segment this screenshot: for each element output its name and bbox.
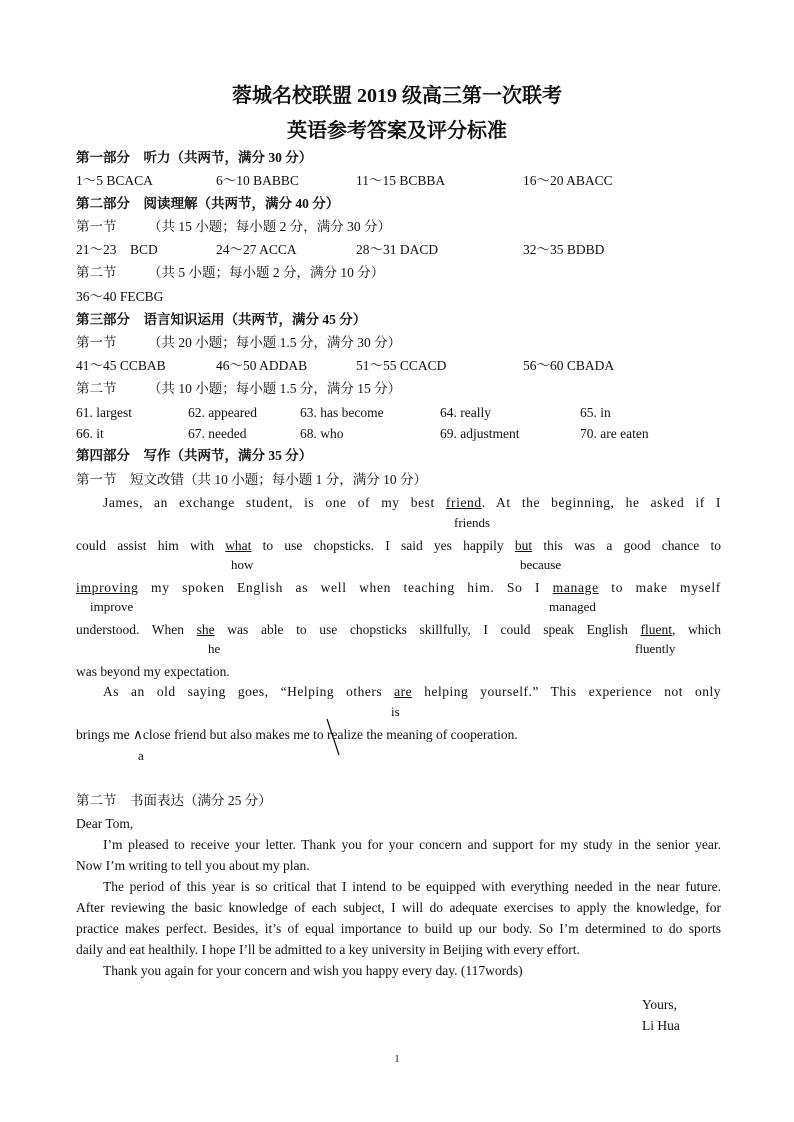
correction: he: [208, 641, 221, 656]
error-word: fluent: [640, 622, 672, 637]
correction: friends: [454, 515, 491, 530]
page-subtitle: 英语参考答案及评分标准: [287, 120, 507, 142]
letter-line: Thank you again for your concern and wish you happy every day. (117words): [103, 963, 523, 978]
letter-closing: Yours,: [642, 997, 678, 1012]
part3-sec1-info: （共 20 小题；每小题 1.5 分，满分 30 分）: [148, 335, 402, 350]
part3-answer: 67. needed: [188, 426, 247, 441]
part3-answer: 41～45 CCBAB: [76, 358, 166, 373]
part2-sec1-label: 第一节: [76, 219, 117, 234]
letter-line: After reviewing the basic knowledge of each subject, I will do adequate exercises to apply the knowledge, for: [76, 900, 721, 915]
page-number: 1: [394, 1054, 400, 1065]
part3-heading: 第三部分 语言知识运用（共两节，满分 45 分）: [76, 312, 367, 327]
part3-answer: 69. adjustment: [440, 426, 520, 441]
part1-answer: 16～20 ABACC: [523, 173, 613, 188]
part4-heading: 第四部分 写作（共两节，满分 35 分）: [76, 448, 313, 463]
part2-answer: 32～35 BDBD: [523, 242, 605, 257]
error-word: are: [394, 684, 413, 699]
letter-signature: Li Hua: [642, 1018, 680, 1033]
part4-sec2-heading: 第二节 书面表达（满分 25 分）: [76, 793, 272, 808]
error-word: but: [514, 538, 533, 553]
part2-heading: 第二部分 阅读理解（共两节，满分 40 分）: [76, 196, 340, 211]
part3-answer: 65. in: [580, 405, 611, 420]
part3-answer: 46～50 ADDAB: [216, 358, 308, 373]
correction: is: [391, 704, 400, 719]
passage-line: could assist him with what to use chopsticks. I said yes happily but this was a good chance to: [76, 538, 722, 553]
part1-answer: 6～10 BABBC: [216, 173, 299, 188]
part1-heading: 第一部分 听力（共两节，满分 30 分）: [76, 150, 313, 165]
part3-answer: 62. appeared: [188, 405, 257, 420]
error-word: what: [225, 538, 252, 553]
letter-line: daily and eat healthily. I hope I’ll be admitted to a key university in Beijing with every effort.: [76, 942, 580, 957]
error-word: friend: [445, 495, 482, 510]
passage-line: James, an exchange student, is one of my best friend. At the beginning, he asked if I: [103, 495, 721, 510]
correction: because: [520, 557, 562, 572]
passage-line: was beyond my expectation.: [76, 664, 230, 679]
correction: managed: [549, 599, 596, 614]
part1-answer: 11～15 BCBBA: [356, 173, 446, 188]
part3-answer: 70. are eaten: [580, 426, 649, 441]
correction: fluently: [635, 641, 676, 656]
letter-line: Now I’m writing to tell you about my plan.: [76, 858, 310, 873]
part3-answer: 61. largest: [76, 405, 132, 420]
part2-answer: 28～31 DACD: [356, 242, 439, 257]
deleted-word: to: [313, 727, 324, 742]
part2-sec2-info: （共 5 小题；每小题 2 分，满分 10 分）: [148, 265, 385, 280]
part3-sec2-label: 第二节: [76, 381, 117, 396]
error-word: improving: [76, 580, 139, 595]
passage-line: As an old saying goes, “Helping others are helping yourself.” This experience not only: [103, 684, 721, 699]
part2-answer: 21～23 BCD: [76, 242, 158, 257]
part3-answer: 64. really: [440, 405, 491, 420]
error-word: she: [196, 622, 215, 637]
error-word: manage: [552, 580, 599, 595]
correction: a: [138, 748, 144, 763]
insertion-caret: ∧: [133, 727, 143, 742]
part3-answer: 66. it: [76, 426, 104, 441]
part3-answer: 51～55 CCACD: [356, 358, 447, 373]
part2-sec1-info: （共 15 小题；每小题 2 分，满分 30 分）: [148, 219, 391, 234]
part2-answer: 24～27 ACCA: [216, 242, 297, 257]
correction: improve: [90, 599, 134, 614]
passage-line: understood. When she was able to use chopsticks skillfully, I could speak English fluent, which: [76, 622, 721, 637]
part3-sec2-info: （共 10 小题；每小题 1.5 分，满分 15 分）: [148, 381, 402, 396]
passage-line: brings me ∧close friend but also makes me to realize the meaning of cooperation.: [76, 727, 518, 742]
part1-answer: 1～5 BCACA: [76, 173, 153, 188]
passage-line: improving my spoken English as well when teaching him. So I manage to make myself: [76, 580, 721, 595]
letter-greeting: Dear Tom,: [76, 816, 134, 831]
page-title: 蓉城名校联盟 2019 级高三第一次联考: [232, 85, 562, 107]
deletion-slash: [326, 718, 340, 756]
part2-sec2-label: 第二节: [76, 265, 117, 280]
correction: how: [231, 557, 254, 572]
letter-line: The period of this year is so critical that I intend to be equipped with everything needed in the near future.: [103, 879, 721, 894]
letter-line: I’m pleased to receive your letter. Thank you for your concern and support for my study in the senior year.: [103, 837, 721, 852]
part4-sec1-heading: 第一节 短文改错（共 10 小题；每小题 1 分，满分 10 分）: [76, 472, 427, 487]
part3-answer: 63. has become: [300, 405, 384, 420]
part3-sec1-label: 第一节: [76, 335, 117, 350]
part3-answer: 68. who: [300, 426, 344, 441]
letter-line: practice makes perfect. Besides, it’s of equal importance to build up our body. So I’m determined to do sports: [76, 921, 721, 936]
part3-answer: 56～60 CBADA: [523, 358, 615, 373]
part2-sec2-answer: 36～40 FECBG: [76, 289, 164, 304]
